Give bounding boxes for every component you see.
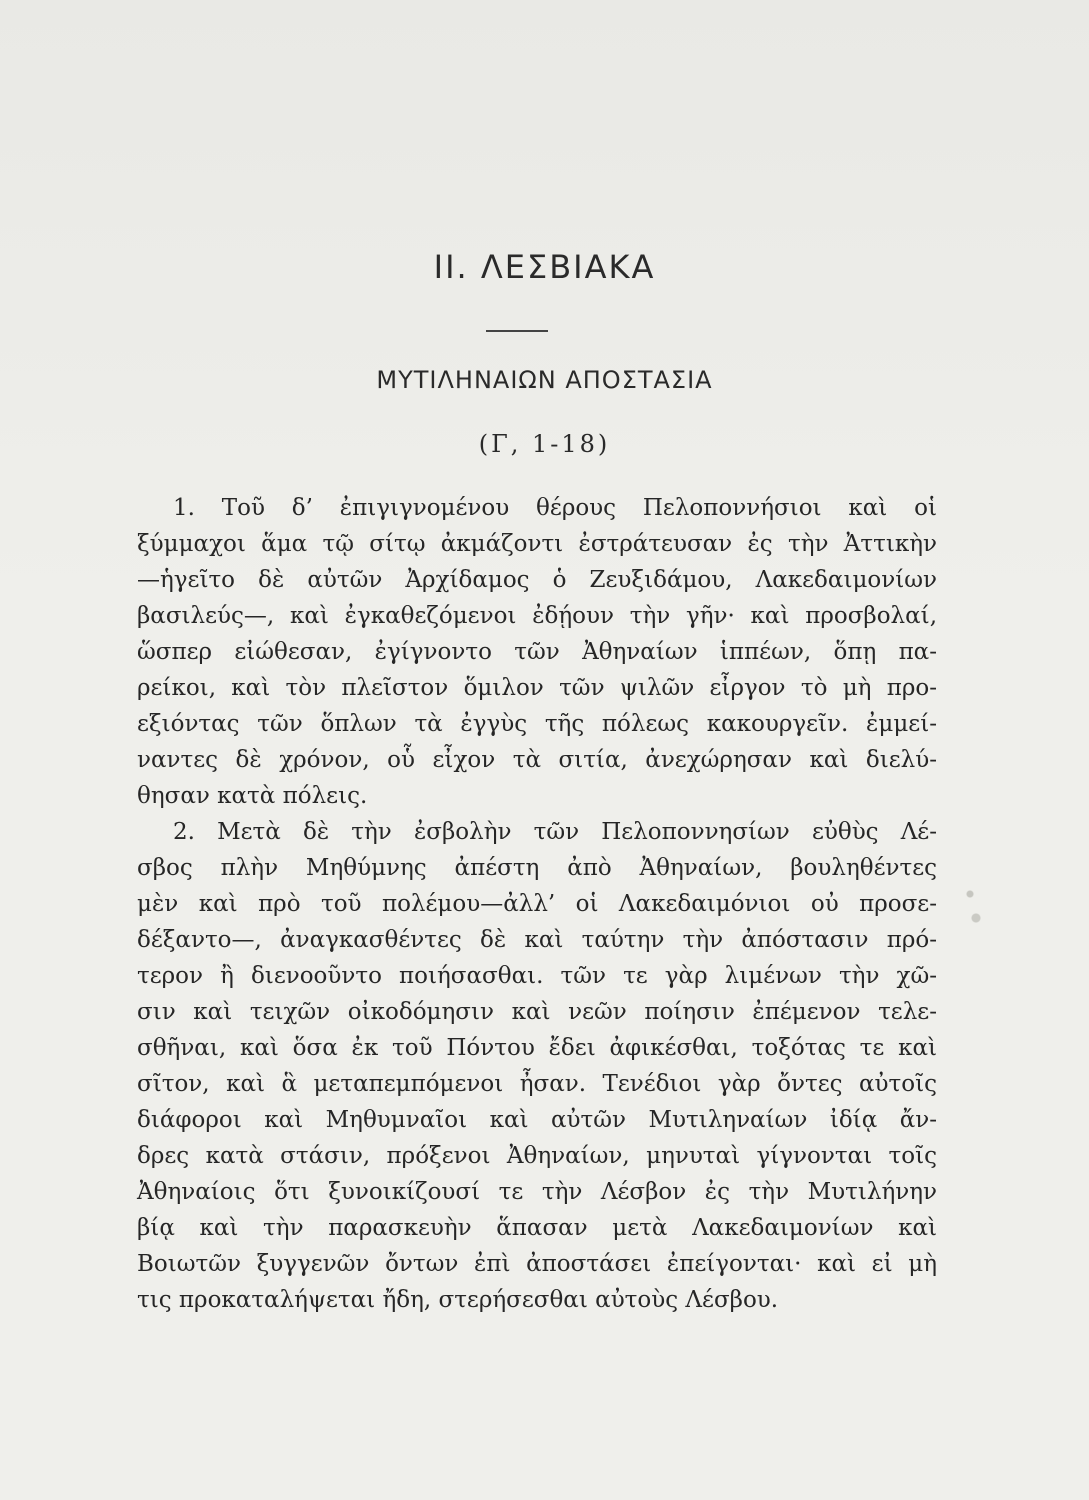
section-title: ΜΥΤΙΛΗΝΑΙΩΝ ΑΠΟΣΤΑΣΙΑ: [376, 366, 713, 394]
text-line: ὥσπερ εἰώθεσαν, ἐγίγνοντο τῶν Ἀθηναίων ἱππέων, ὅπῃ πα-: [137, 639, 937, 665]
text-line: ξύμμαχοι ἅμα τῷ σίτῳ ἀκμάζοντι ἐστράτευσαν ἐς τὴν Ἀττικὴν: [137, 531, 937, 557]
text-line: 1. Τοῦ δ’ ἐπιγιγνομένου θέρους Πελοποννήσιοι καὶ οἱ: [173, 495, 937, 521]
text-line: σῖτον, καὶ ἃ μεταπεμπόμενοι ἦσαν. Τενέδιοι γὰρ ὄντες αὐτοῖς: [137, 1071, 937, 1097]
text-line: βίᾳ καὶ τὴν παρασκευὴν ἅπασαν μετὰ Λακεδαιμονίων καὶ: [137, 1215, 937, 1241]
text-line: Βοιωτῶν ξυγγενῶν ὄντων ἐπὶ ἀποστάσει ἐπείγονται· καὶ εἰ μὴ: [137, 1251, 937, 1277]
chapter-title: II. ΛΕΣΒΙΑΚΑ: [433, 248, 656, 286]
body-text: [137, 490, 937, 1318]
paragraph-2: [137, 814, 937, 1318]
text-line: σθῆναι, καὶ ὅσα ἐκ τοῦ Πόντου ἔδει ἀφικέσθαι, τοξότας τε καὶ: [137, 1035, 937, 1061]
text-line: ρείκοι, καὶ τὸν πλεῖστον ὅμιλον τῶν ψιλῶν εἶργον τὸ μὴ προ-: [137, 675, 937, 701]
text-line: 2. Μετὰ δὲ τὴν ἐσβολὴν τῶν Πελοποννησίων εὐθὺς Λέ-: [173, 819, 937, 845]
paragraph-1: [137, 490, 937, 814]
text-line: ναντες δὲ χρόνον, οὗ εἶχον τὰ σιτία, ἀνεχώρησαν καὶ διελύ-: [137, 747, 937, 773]
text-line: —ἡγεῖτο δὲ αὐτῶν Ἀρχίδαμος ὁ Ζευξιδάμου, Λακεδαιμονίων: [137, 567, 937, 593]
text-line: σιν καὶ τειχῶν οἰκοδόμησιν καὶ νεῶν ποίησιν ἐπέμενον τελε-: [137, 999, 937, 1025]
source-reference: (Γ, 1-18): [478, 430, 611, 458]
text-line: Ἀθηναίοις ὅτι ξυνοικίζουσί τε τὴν Λέσβον ἐς τὴν Μυτιλήνην: [137, 1179, 937, 1205]
text-line: δρες κατὰ στάσιν, πρόξενοι Ἀθηναίων, μηνυταὶ γίγνονται τοῖς: [137, 1143, 937, 1169]
title-divider: [486, 330, 548, 332]
text-line: βασιλεύς—, καὶ ἐγκαθεζόμενοι ἐδῄουν τὴν γῆν· καὶ προσβολαί,: [137, 603, 937, 629]
text-line: τερον ἢ διενοοῦντο ποιήσασθαι. τῶν τε γὰρ λιμένων τὴν χῶ-: [137, 963, 937, 989]
text-line: θησαν κατὰ πόλεις.: [137, 783, 368, 809]
text-line: τις προκαταλήψεται ἤδη, στερήσεσθαι αὐτοὺς Λέσβου.: [137, 1287, 779, 1313]
paper-stain: [958, 876, 988, 936]
text-line: μὲν καὶ πρὸ τοῦ πολέμου—ἀλλ’ οἱ Λακεδαιμόνιοι οὐ προσε-: [137, 891, 937, 917]
text-line: διάφοροι καὶ Μηθυμναῖοι καὶ αὐτῶν Μυτιληναίων ἰδίᾳ ἄν-: [137, 1107, 937, 1133]
text-line: σβος πλὴν Μηθύμνης ἀπέστη ἀπὸ Ἀθηναίων, βουληθέντες: [137, 855, 937, 881]
text-line: δέξαντο—, ἀναγκασθέντες δὲ καὶ ταύτην τὴν ἀπόστασιν πρό-: [137, 927, 937, 953]
text-line: εξιόντας τῶν ὅπλων τὰ ἐγγὺς τῆς πόλεως κακουργεῖν. ἐμμεί-: [137, 711, 937, 737]
